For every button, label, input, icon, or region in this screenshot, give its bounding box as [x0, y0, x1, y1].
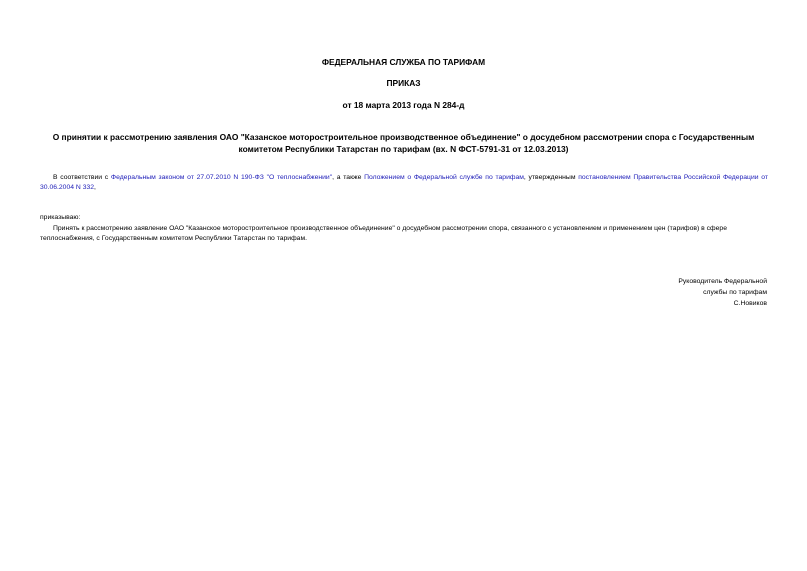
law-link[interactable]: Федеральным законом от 27.07.2010 N 190-ФЗ "О теплоснабжении" [110, 174, 333, 181]
basis-prefix: В соответствии с [53, 174, 111, 181]
basis-mid-2: , утвержденным [523, 174, 579, 181]
decree-link[interactable]: постановлением Правительства Российской Федерации от 30.06.2004 N 332 [40, 174, 769, 191]
signature-position-line-1: Руководитель Федеральной [678, 278, 767, 285]
document-type: ПРИКАЗ [386, 78, 421, 88]
basis-paragraph [40, 173, 768, 193]
basis-suffix: , [94, 184, 96, 191]
signature-block [567, 276, 767, 309]
signature-position-line-2: службы по тарифам [703, 289, 767, 296]
order-paragraph: Принять к рассмотрению заявление ОАО "Казанское моторостроительное производственное объединение" о досудебном рассмотрении спора, связанного с установлением и применением цен (тарифов) в сфере теплоснабжения, с Государственным комитетом Республики Татарстан по тарифам. [40, 225, 727, 242]
regulation-link[interactable]: Положением о Федеральной службе по тарифам [364, 174, 524, 181]
agency-title: ФЕДЕРАЛЬНАЯ СЛУЖБА ПО ТАРИФАМ [321, 57, 486, 67]
basis-mid-1: , а также [332, 174, 365, 181]
signature-name: С.Новиков [733, 300, 767, 307]
document-date-number: от 18 марта 2013 года N 284-д [342, 100, 465, 110]
document-subject: О принятии к рассмотрению заявления ОАО "Казанское моторостроительное производственное объединение" о досудебном рассмотрении спора с Государственным комитетом Республики Татарстан по тарифам (вх. N ФСТ-5791-31 от 12.03.2013) [52, 132, 755, 154]
order-word: приказываю: [40, 214, 81, 221]
